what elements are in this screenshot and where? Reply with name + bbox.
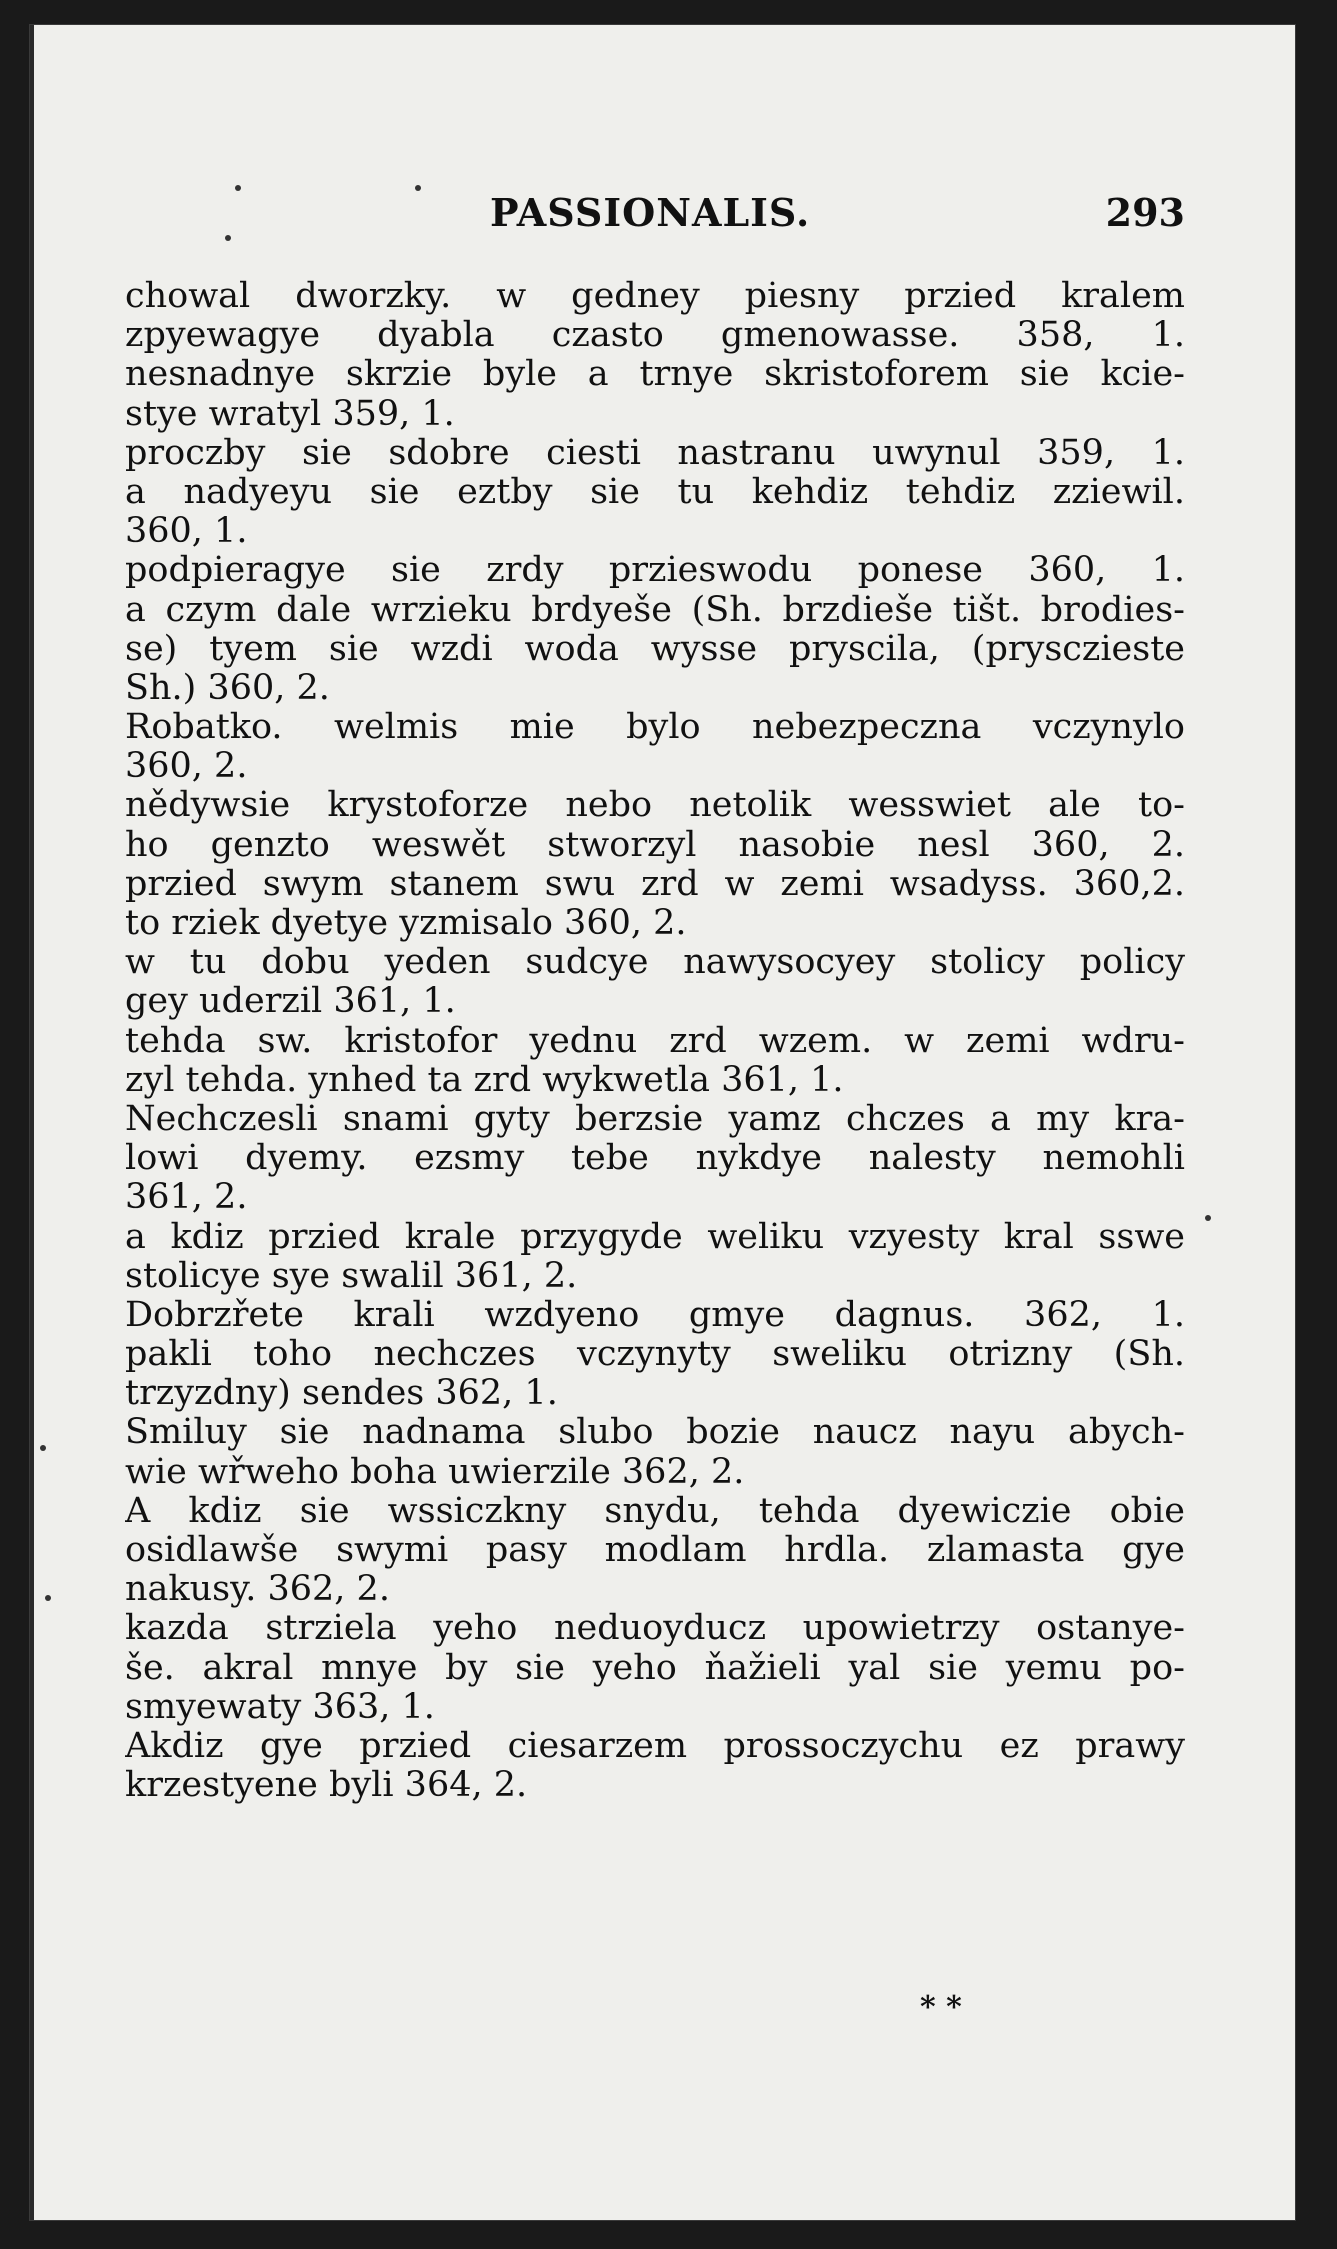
page-edge [30,25,34,2220]
text-line: kazda strziela yeho neduoyducz upowietrzy ostanye- [125,1609,1185,1649]
ink-speck [235,185,241,191]
page-header [30,190,1295,240]
body-text [125,277,1185,1805]
text-line: 360, 1. [125,512,248,552]
text-line: 361, 2. [125,1178,248,1218]
text-line: a nadyeyu sie eztby sie tu kehdiz tehdiz zziewil. [125,472,1185,512]
text-line: 360, 2. [125,747,248,787]
text-line: lowi dyemy. ezsmy tebe nykdye nalesty nemohli [125,1139,1185,1179]
text-line: nědywsie krystoforze nebo netolik wesswiet ale to- [125,786,1185,826]
text-line: to rziek dyetye yzmisalo 360, 2. [125,904,687,943]
ink-speck [40,1445,46,1451]
text-line: trzyzdny) sendes 362, 1. [125,1374,558,1414]
text-line: stolicye sye swalil 361, 2. [125,1256,578,1296]
page-number: 293 [1105,190,1185,235]
text-line: se) tyem sie wzdi woda wysse pryscila, (prysczieste [125,629,1185,669]
text-line: proczby sie sdobre ciesti nastranu uwynul 359, 1. [125,433,1185,473]
text-line: pakli toho nechczes vczynyty sweliku otrizny (Sh. [125,1335,1185,1375]
end-ornament: * * [920,1990,962,2025]
text-line: ho genzto weswět stworzyl nasobie nesl 360, 2. [125,825,1185,865]
text-line: Nechczesli snami gyty berzsie yamz chczes a my kra- [125,1099,1185,1139]
text-line: tehda sw. kristofor yednu zrd wzem. w zemi wdru- [125,1021,1185,1061]
text-line: wie wřweho boha uwierzile 362, 2. [125,1452,745,1492]
text-line: Akdiz gye przied ciesarzem prossoczychu ez prawy [125,1726,1185,1766]
text-line: chowal dworzky. w gedney piesny przied kralem [125,277,1185,316]
text-line: w tu dobu yeden sudcye nawysocyey stolicy policy [125,943,1185,983]
text-line: stye wratyl 359, 1. [125,394,455,434]
ink-speck [415,185,421,191]
text-line: Smiluy sie nadnama slubo bozie naucz nayu abych- [125,1413,1185,1453]
text-line: nakusy. 362, 2. [125,1570,390,1610]
book-page [30,25,1295,2220]
text-line: a kdiz przied krale przygyde weliku vzyesty kral sswe [125,1217,1185,1257]
text-line: podpieragye sie zrdy przieswodu ponese 360, 1. [125,551,1185,591]
text-line: Sh.) 360, 2. [125,668,330,708]
text-line: A kdiz sie wssiczkny snydu, tehda dyewiczie obie [125,1491,1185,1531]
text-line: zyl tehda. ynhed ta zrd wykwetla 361, 1. [125,1060,844,1100]
text-line: gey uderzil 361, 1. [125,982,456,1022]
text-line: Dobrzřete krali wzdyeno gmye dagnus. 362, 1. [125,1295,1185,1335]
text-line: osidlawše swymi pasy modlam hrdla. zlamasta gye [125,1531,1185,1570]
ink-speck [45,1595,51,1601]
text-line: še. akral mnye by sie yeho ňažieli yal sie yemu po- [125,1648,1185,1688]
text-line: przied swym stanem swu zrd w zemi wsadyss. 360,2. [125,864,1185,904]
running-title: PASSIONALIS. [490,190,811,235]
ink-speck [1205,1215,1211,1221]
text-line: a czym dale wrzieku brdyeše (Sh. brzdieše tišt. brodies- [125,590,1185,630]
text-line: nesnadnye skrzie byle a trnye skristoforem sie kcie- [125,355,1185,395]
ink-speck [225,235,231,241]
text-line: smyewaty 363, 1. [125,1687,435,1727]
text-line: Robatko. welmis mie bylo nebezpeczna vczynylo [125,708,1185,748]
text-line: krzestyene byli 364, 2. [125,1766,528,1806]
text-line: zpyewagye dyabla czasto gmenowasse. 358, 1. [125,316,1185,356]
